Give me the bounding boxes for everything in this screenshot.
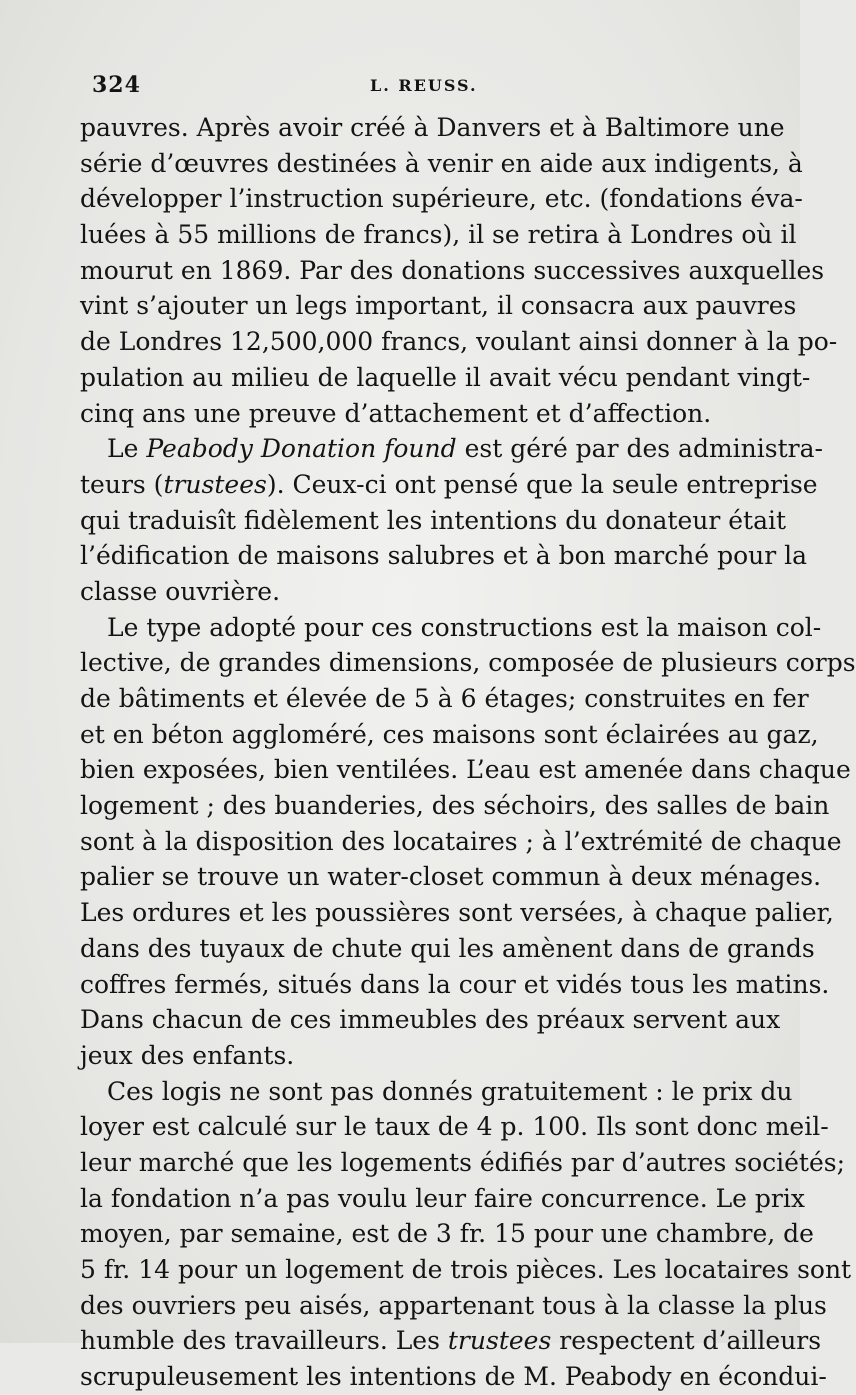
text-line: Dans chacun de ces immeubles des préaux servent aux bbox=[80, 1005, 781, 1035]
text-line bbox=[80, 467, 818, 503]
page-number: 324 bbox=[92, 72, 141, 98]
text-segment: respectent d’ailleurs bbox=[551, 1326, 822, 1356]
text-line: classe ouvrière. bbox=[80, 576, 281, 606]
text-line: palier se trouve un water-closet commun à deux ménages. bbox=[80, 862, 822, 892]
text-line: vint s’ajouter un legs important, il consacra aux pauvres bbox=[80, 291, 797, 321]
text-segment: teurs ( bbox=[80, 469, 164, 499]
text-line: série d’œuvres destinées à venir en aide aux indigents, à bbox=[80, 148, 803, 178]
text-line: développer l’instruction supérieure, etc. (fondations éva- bbox=[80, 184, 803, 214]
text-line bbox=[80, 431, 823, 467]
text-segment: est géré par des administra- bbox=[456, 434, 823, 464]
text-line: la fondation n’a pas voulu leur faire concurrence. Le prix bbox=[80, 1183, 805, 1213]
text-line: Les ordures et les poussières sont versées, à chaque palier, bbox=[80, 898, 834, 928]
italic-term: Peabody Donation found bbox=[146, 434, 457, 464]
text-line: pulation au milieu de laquelle il avait vécu pendant vingt- bbox=[80, 362, 811, 392]
text-line: 5 fr. 14 pour un logement de trois pièces. Les locataires sont bbox=[80, 1255, 852, 1284]
text-line: mourut en 1869. Par des donations successives auxquelles bbox=[80, 255, 825, 285]
text-line: cinq ans une preuve d’attachement et d’affection. bbox=[80, 398, 712, 428]
running-head: L. REUSS. bbox=[370, 76, 478, 95]
italic-term: trustees bbox=[163, 469, 267, 499]
text-line: pauvres. Après avoir créé à Danvers et à Baltimore une bbox=[80, 113, 785, 142]
text-line: bien exposées, bien ventilées. L’eau est amenée dans chaque bbox=[80, 755, 851, 785]
text-line: scrupuleusement les intentions de M. Peabody en écondui- bbox=[80, 1362, 827, 1392]
body-text bbox=[80, 110, 856, 1395]
italic-term: trustees bbox=[447, 1326, 552, 1356]
text-line: des ouvriers peu aisés, appartenant tous à la classe la plus bbox=[80, 1290, 827, 1320]
text-line: qui traduisît fidèlement les intentions du donateur était bbox=[80, 505, 787, 535]
text-line: jeux des enfants. bbox=[80, 1040, 295, 1070]
text-line: Le type adopté pour ces constructions est la maison col- bbox=[107, 612, 822, 642]
text-line: coffres fermés, situés dans la cour et vidés tous les matins. bbox=[80, 969, 830, 999]
text-line: dans des tuyaux de chute qui les amènent dans de grands bbox=[80, 933, 815, 963]
text-line: loyer est calculé sur le taux de 4 p. 100. Ils sont donc meil- bbox=[80, 1112, 829, 1142]
text-segment: Le bbox=[107, 434, 147, 464]
text-line: leur marché que les logements édifiés par d’autres sociétés; bbox=[80, 1147, 846, 1177]
text-line: moyen, par semaine, est de 3 fr. 15 pour une chambre, de bbox=[80, 1219, 814, 1249]
text-line: logement ; des buanderies, des séchoirs, des salles de bain bbox=[80, 791, 830, 821]
text-line: Ces logis ne sont pas donnés gratuitement : le prix du bbox=[107, 1076, 793, 1106]
page-header bbox=[92, 72, 722, 108]
text-line: luées à 55 millions de francs), il se retira à Londres où il bbox=[80, 220, 797, 250]
text-line: de Londres 12,500,000 francs, voulant ainsi donner à la po- bbox=[80, 327, 838, 357]
text-line: et en béton aggloméré, ces maisons sont éclairées au gaz, bbox=[80, 719, 819, 749]
text-line bbox=[80, 1323, 822, 1359]
text-line: lective, de grandes dimensions, composée de plusieurs corps bbox=[80, 648, 856, 678]
text-line: sont à la disposition des locataires ; à l’extrémité de chaque bbox=[80, 826, 842, 856]
text-segment: humble des travailleurs. Les bbox=[80, 1326, 448, 1356]
text-line: l’édification de maisons salubres et à bon marché pour la bbox=[80, 541, 808, 571]
text-segment: ). Ceux-ci ont pensé que la seule entreprise bbox=[266, 469, 818, 499]
text-line: de bâtiments et élevée de 5 à 6 étages; construites en fer bbox=[80, 684, 809, 713]
